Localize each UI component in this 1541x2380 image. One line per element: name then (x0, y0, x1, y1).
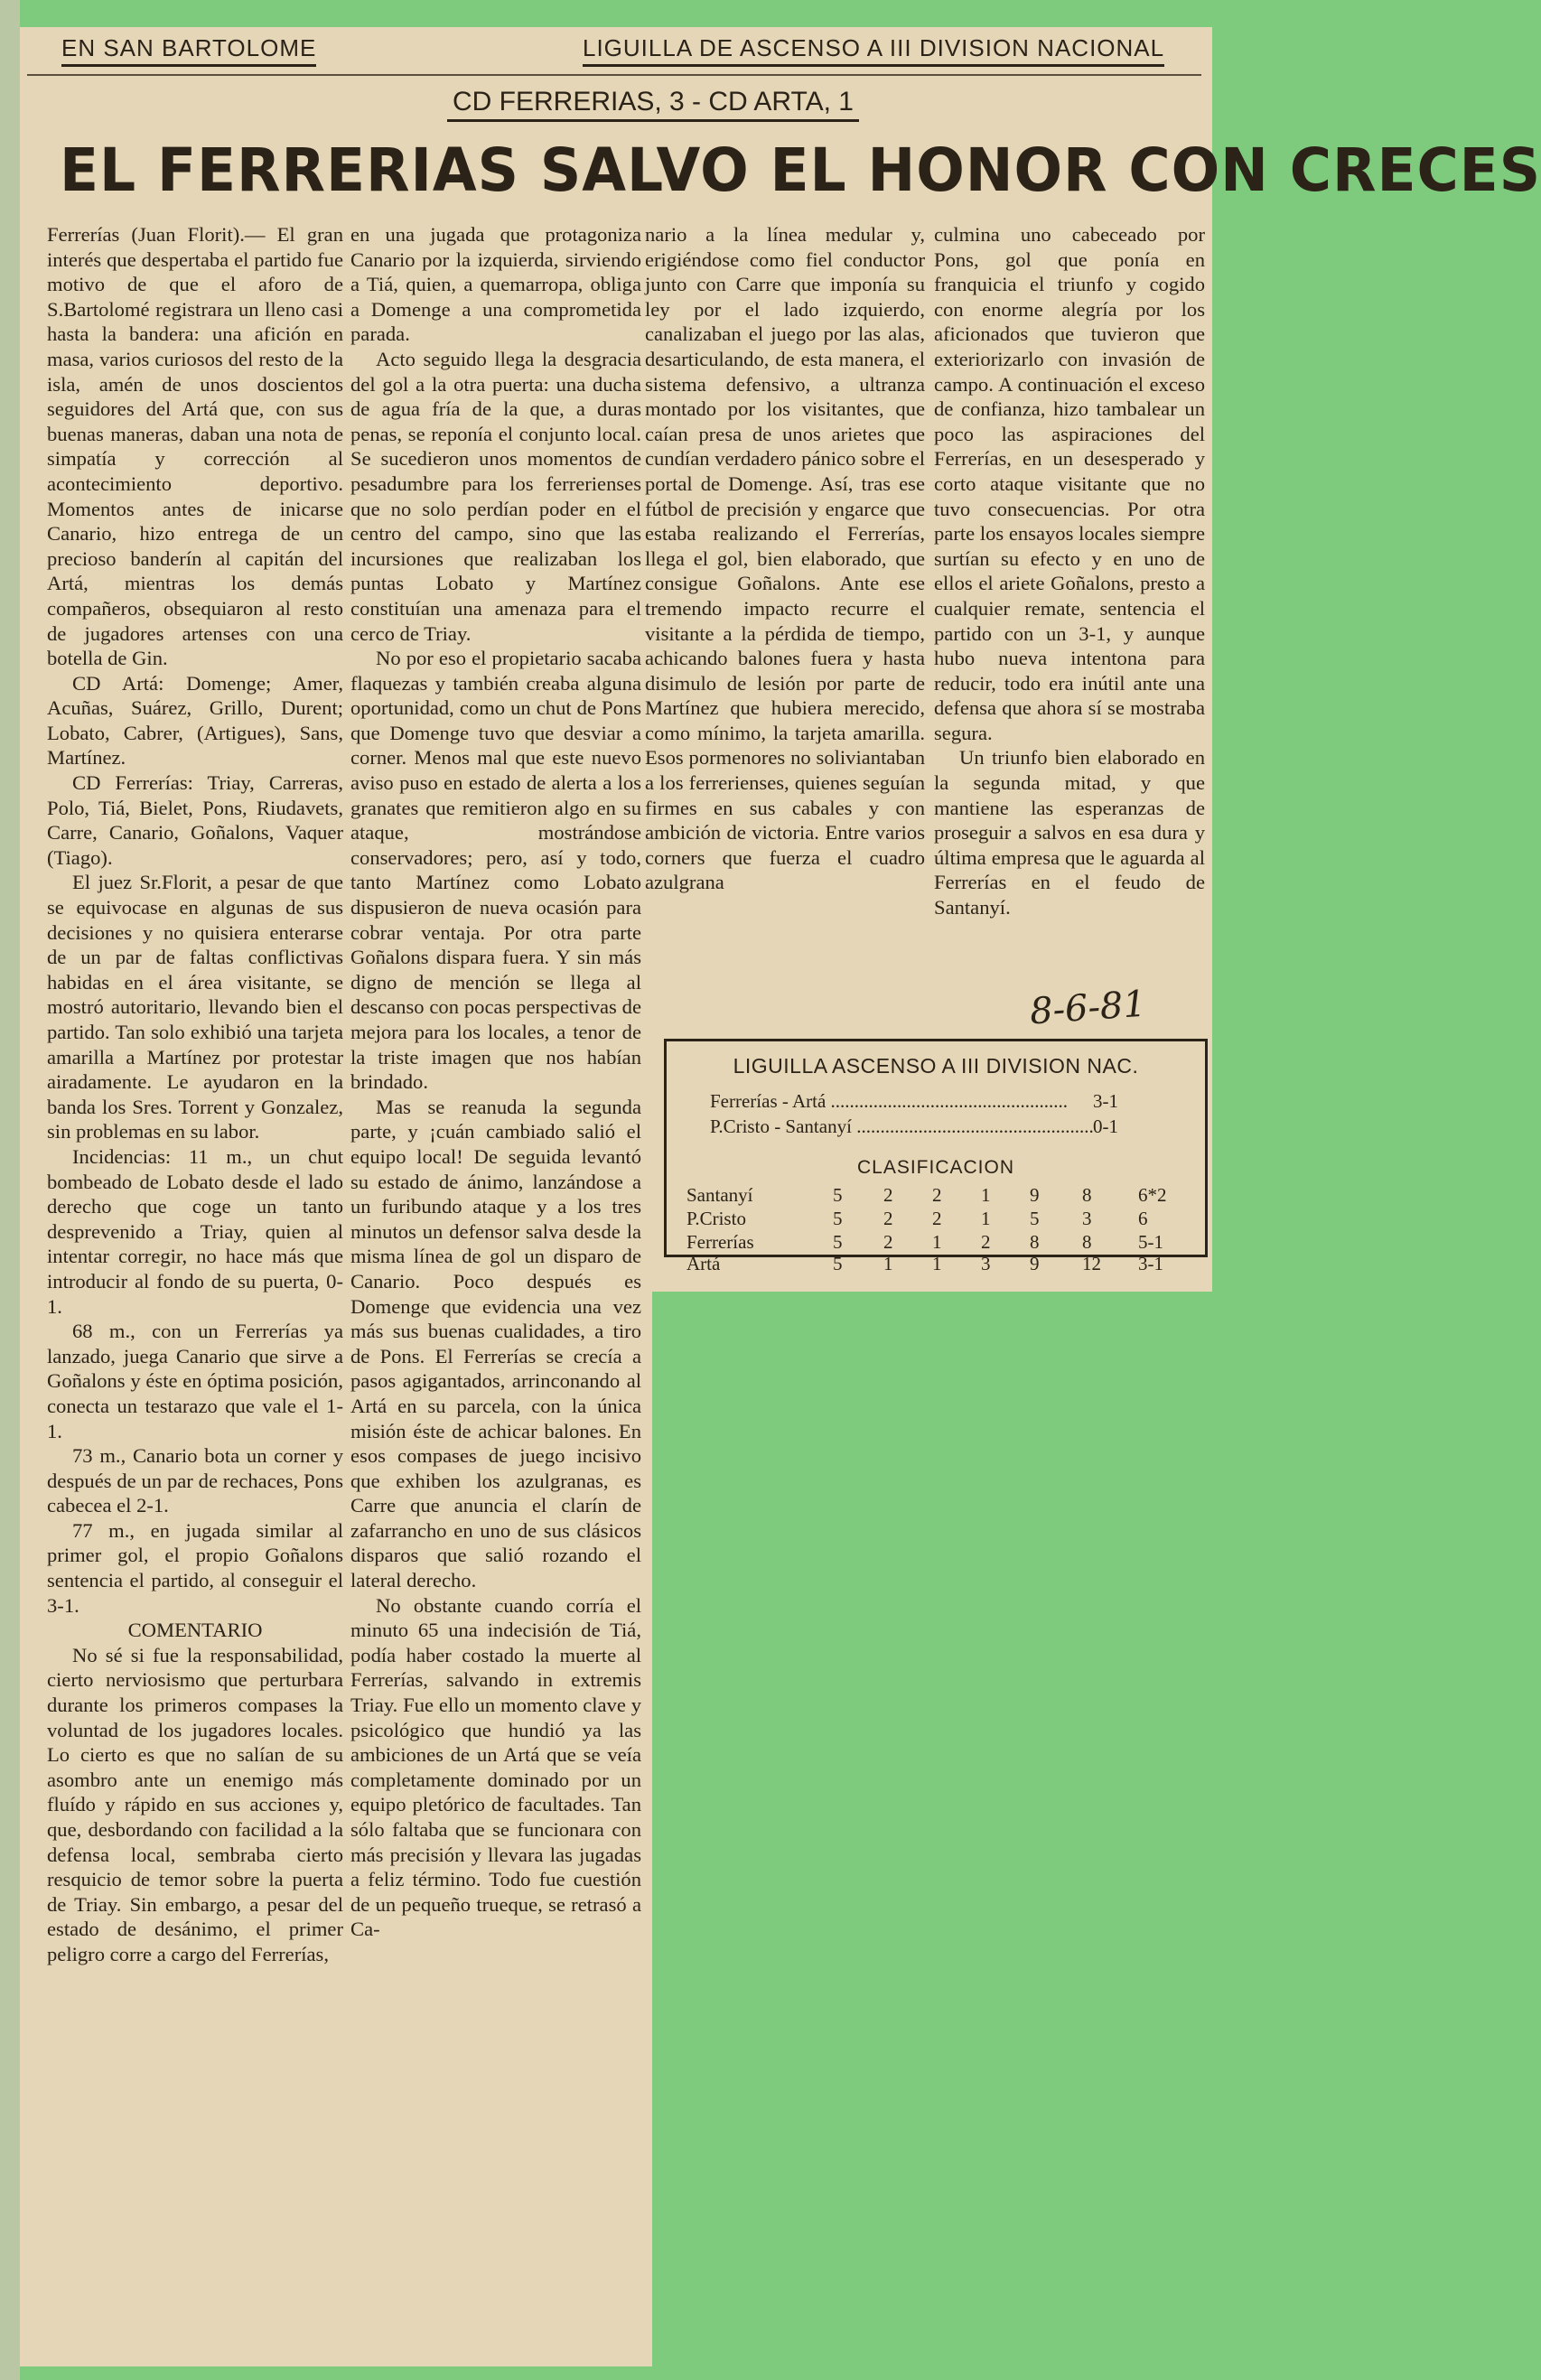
points: 5-1 (1138, 1231, 1163, 1253)
match-result-subhead: CD FERRERIAS, 3 - CD ARTA, 1 (447, 87, 859, 122)
won: 2 (883, 1231, 893, 1253)
standings-box (664, 1039, 1208, 1274)
goals-for: 9 (1030, 1184, 1040, 1206)
section-title: LIGUILLA DE ASCENSO A III DIVISION NACIONAL (583, 34, 1164, 67)
drawn: 1 (932, 1231, 942, 1253)
lost: 3 (981, 1253, 991, 1274)
team-name: Artá (686, 1253, 721, 1274)
article-paragraph: 77 m., en jugada similar al primer gol, el propio Goñalons sentencia el partido, al conseguir el 3-1. (47, 1518, 343, 1617)
played: 5 (833, 1184, 843, 1206)
drawn: 1 (932, 1253, 942, 1274)
drawn: 2 (932, 1208, 942, 1229)
played: 5 (833, 1231, 843, 1253)
article-paragraph: 68 m., con un Ferrerías ya lanzado, juega Canario que sirve a Goñalons y éste en óptima posición, conecta un testarazo que vale el 1-1. (47, 1320, 343, 1442)
team-name: P.Cristo (686, 1208, 746, 1229)
article-paragraph: en una jugada que protagoniza Canario por la izquierda, sirviendo a Tiá, quien, a quemarropa, obliga a Domenge a una comprometida parada. (350, 223, 641, 346)
team-name: Santanyí (686, 1184, 753, 1206)
result-teams: P.Cristo - Santanyí ..... (710, 1115, 1089, 1138)
article-paragraph: No sé si fue la responsabilidad, cierto nerviosismo que perturbara durante los primeros compases la voluntad de los jugadores locales. Lo cierto es que no salían de su asombro ante un enemigo más fluído y rápido en sus acciones y, que, desbordando con facilidad a la defensa local, sembraba cierto resquicio de temor sobre la puerta de Triay. Sin embargo, a pesar del estado de desánimo, el primer peligro corre a cargo del Ferrerías, (47, 1643, 343, 1965)
team-name: Ferrerías (686, 1231, 754, 1253)
article-paragraph: Acto seguido llega la desgracia del gol a la otra puerta: una ducha de agua fría de la que, a duras penas, se reponía el conjunto local. Se sucedieron unos momentos de pesadumbre para los ferrerienses que no solo perdían poder en el centro del campo, sino que las incursiones que realizaban los puntas Lobato y Martínez constituían una amenaza para el cerco de Triay. (350, 347, 641, 645)
standings-row (686, 1184, 1192, 1208)
headline: EL FERRERIAS SALVO EL HONOR CON CRECES (60, 135, 1541, 205)
lost: 1 (981, 1208, 991, 1229)
goals-for: 5 (1030, 1208, 1040, 1229)
goals-against: 8 (1082, 1231, 1092, 1253)
article-column-3 (645, 222, 925, 895)
points: 6*2 (1138, 1184, 1167, 1206)
played: 5 (833, 1208, 843, 1229)
article-paragraph: Mas se reanuda la segunda parte, y ¡cuán cambiado salió el equipo local! De seguida levantó su estado de ánimo, lanzándose a un furibundo ataque y a los tres minutos un defensor salva desde la misma línea de gol un disparo de Canario. Poco después es Domenge que evidencia una vez más sus buenas cualidades, a tiro de Pons. El Ferrerías se crecía a pasos agigantados, arrinconando al Artá en su parcela, con la única misión éste de achicar balones. En esos compases de juego incisivo que exhiben los azulgranas, es Carre que anuncia el clarín de zafarrancho en uno de sus clásicos disparos que salió rozando el lateral derecho. (350, 1095, 641, 1592)
article-column-1 (47, 222, 343, 1967)
article-paragraph: El juez Sr.Florit, a pesar de que se equivocase en algunas de sus decisiones y no quisiera enterarse de un par de faltas conflictivas habidas en el área visitante, se mostró autoritario, llevando bien el partido. Tan solo exhibió una tarjeta amarilla a Martínez por protestar airadamente. Le ayudaron en la banda los Sres. Torrent y Gonzalez, sin problemas en su labor. (47, 871, 343, 1143)
result-row (710, 1115, 1162, 1138)
clasificacion-heading: CLASIFICACION (856, 1157, 1015, 1178)
points: 6 (1138, 1208, 1148, 1229)
played: 5 (833, 1253, 843, 1274)
lost: 2 (981, 1231, 991, 1253)
handwritten-date: 8-6-81 (1028, 983, 1148, 1033)
goals-against: 12 (1082, 1253, 1101, 1274)
article-paragraph: No obstante cuando corría el minuto 65 una indecisión de Tiá, podía haber costado la muerte al Ferrerías, salvando in extremis Triay. Fue ello un momento clave y psicológico que hundió ya las ambiciones de un Artá que se veía completamente dominado por un equipo pletórico de facultades. Tan sólo faltaba que se funcionara con más precisión y llevara las jugadas a feliz término. Todo fue cuestión de un pequeño trueque, se retrasó a Ca- (350, 1593, 641, 1941)
article-paragraph: No por eso el propietario sacaba flaquezas y también creaba alguna oportunidad, como un chut de Pons que Domenge tuvo que desviar a corner. Menos mal que este nuevo aviso puso en estado de alerta a los granates que remitieron algo en su ataque, mostrándose conservadores; pero, así y todo, tanto Martínez como Lobato dispusieron de nueva ocasión para cobrar ventaja. Por otra parte Goñalons dispara fuera. Y sin más digno de mención se llega al descanso con pocas perspectivas de mejora para los locales, a tenor de la triste imagen que nos habían brindado. (350, 647, 641, 1094)
won: 1 (883, 1253, 893, 1274)
comentario-heading: COMENTARIO (127, 1619, 263, 1642)
sheet-shadow (0, 0, 20, 2380)
article-paragraph: Un triunfo bien elaborado en la segunda mitad, y que mantiene las esperanzas de proseguir a salvos en esa dura y última empresa que le aguarda al Ferrerías en el feudo de Santanyí. (934, 746, 1205, 919)
article-paragraph: CD Artá: Domenge; Amer, Acuñas, Suárez, Grillo, Durent; Lobato, Cabrer, (Artigues), Sans, Martínez. (47, 671, 343, 770)
won: 2 (883, 1208, 893, 1229)
result-teams: Ferrerías - Artá ..... (710, 1090, 1089, 1113)
article-paragraph: 73 m., Canario bota un corner y después de un par de rechaces, Pons cabecea el 2-1. (47, 1444, 343, 1517)
article-paragraph: nario a la línea medular y, erigiéndose como fiel conductor junto con Carre que imponía su ley por el lado izquierdo, canalizaban el juego por las alas, desarticulando, de esta manera, el sistema defensivo, a ultranza montado por los visitantes, que caían presa de unos arietes que cundían verdadero pánico sobre el portal de Domenge. Así, tras ese fútbol de precisión y engarce que estaba realizando el Ferrerías, llega el gol, bien elaborado, que consigue Goñalons. Ante ese tremendo impacto recurre el visitante a la pérdida de tiempo, achicando balones fuera y hasta disimulo de lesión por parte de Martínez que hubiera merecido, como mínimo, la tarjeta amarilla. Esos pormenores no soliviantaban a los ferrerienses, quienes seguían firmes en sus cabales y con ambición de victoria. Entre varios corners que fuerza el cuadro azulgrana (645, 223, 925, 894)
result-score: 3-1 (1093, 1090, 1118, 1112)
header-divider (27, 74, 1201, 76)
points: 3-1 (1138, 1253, 1163, 1274)
goals-against: 3 (1082, 1208, 1092, 1229)
result-score: 0-1 (1093, 1115, 1118, 1137)
standings-row (686, 1208, 1192, 1231)
won: 2 (883, 1184, 893, 1206)
lost: 1 (981, 1184, 991, 1206)
section-label: EN SAN BARTOLOME (61, 34, 316, 67)
article-column-2 (350, 222, 641, 1942)
article-paragraph: Incidencias: 11 m., un chut bombeado de Lobato desde el lado derecho que coge un tanto desprevenido a Triay, quien al intentar corregir, no hace más que introducir al fondo de su puerta, 0-1. (47, 1144, 343, 1318)
standings-row (686, 1231, 1192, 1255)
result-row (710, 1090, 1162, 1113)
article-column-4 (934, 222, 1205, 920)
standings-row (686, 1253, 1192, 1276)
goals-for: 9 (1030, 1253, 1040, 1274)
goals-for: 8 (1030, 1231, 1040, 1253)
article-paragraph: culmina uno cabeceado por Pons, gol que ponía en franquicia el triunfo y cogido con enorme alegría por los aficionados que tuvieron que exteriorizarlo con invasión de campo. A continuación el exceso de confianza, hizo tambalear un poco las aspiraciones del Ferrerías, en un desesperado y corto ataque visitante que no tuvo consecuencias. Por otra parte los ensayos locales siempre surtían su efecto y en uno de ellos el ariete Goñalons, presto a cualquier remate, sentencia el partido con un 3-1, y aunque hubo nueva intentona para reducir, todo era inútil ante una defensa que ahora sí se mostraba segura. (934, 223, 1205, 744)
goals-against: 8 (1082, 1184, 1092, 1206)
drawn: 2 (932, 1184, 942, 1206)
article-paragraph: Ferrerías (Juan Florit).— El gran interés que despertaba el partido fue motivo de que el aforo de S.Bartolomé registrara un lleno casi hasta la bandera: una afición en masa, varios curiosos del resto de la isla, amén de unos doscientos seguidores del Artá que, con sus buenas maneras, daban una nota de simpatía y corrección al acontecimiento deportivo. Momentos antes de inicarse Canario, hizo entrega de un precioso banderín al capitán del Artá, mientras los demás compañeros, obsequiaron al resto de jugadores artenses con una botella de Gin. (47, 223, 343, 670)
standings-title: LIGUILLA ASCENSO A III DIVISION NAC. (733, 1054, 1139, 1078)
article-paragraph: CD Ferrerías: Triay, Carreras, Polo, Tiá, Bielet, Pons, Riudavets, Carre, Canario, Goñalons, Vaquer (Tiago). (47, 771, 343, 869)
